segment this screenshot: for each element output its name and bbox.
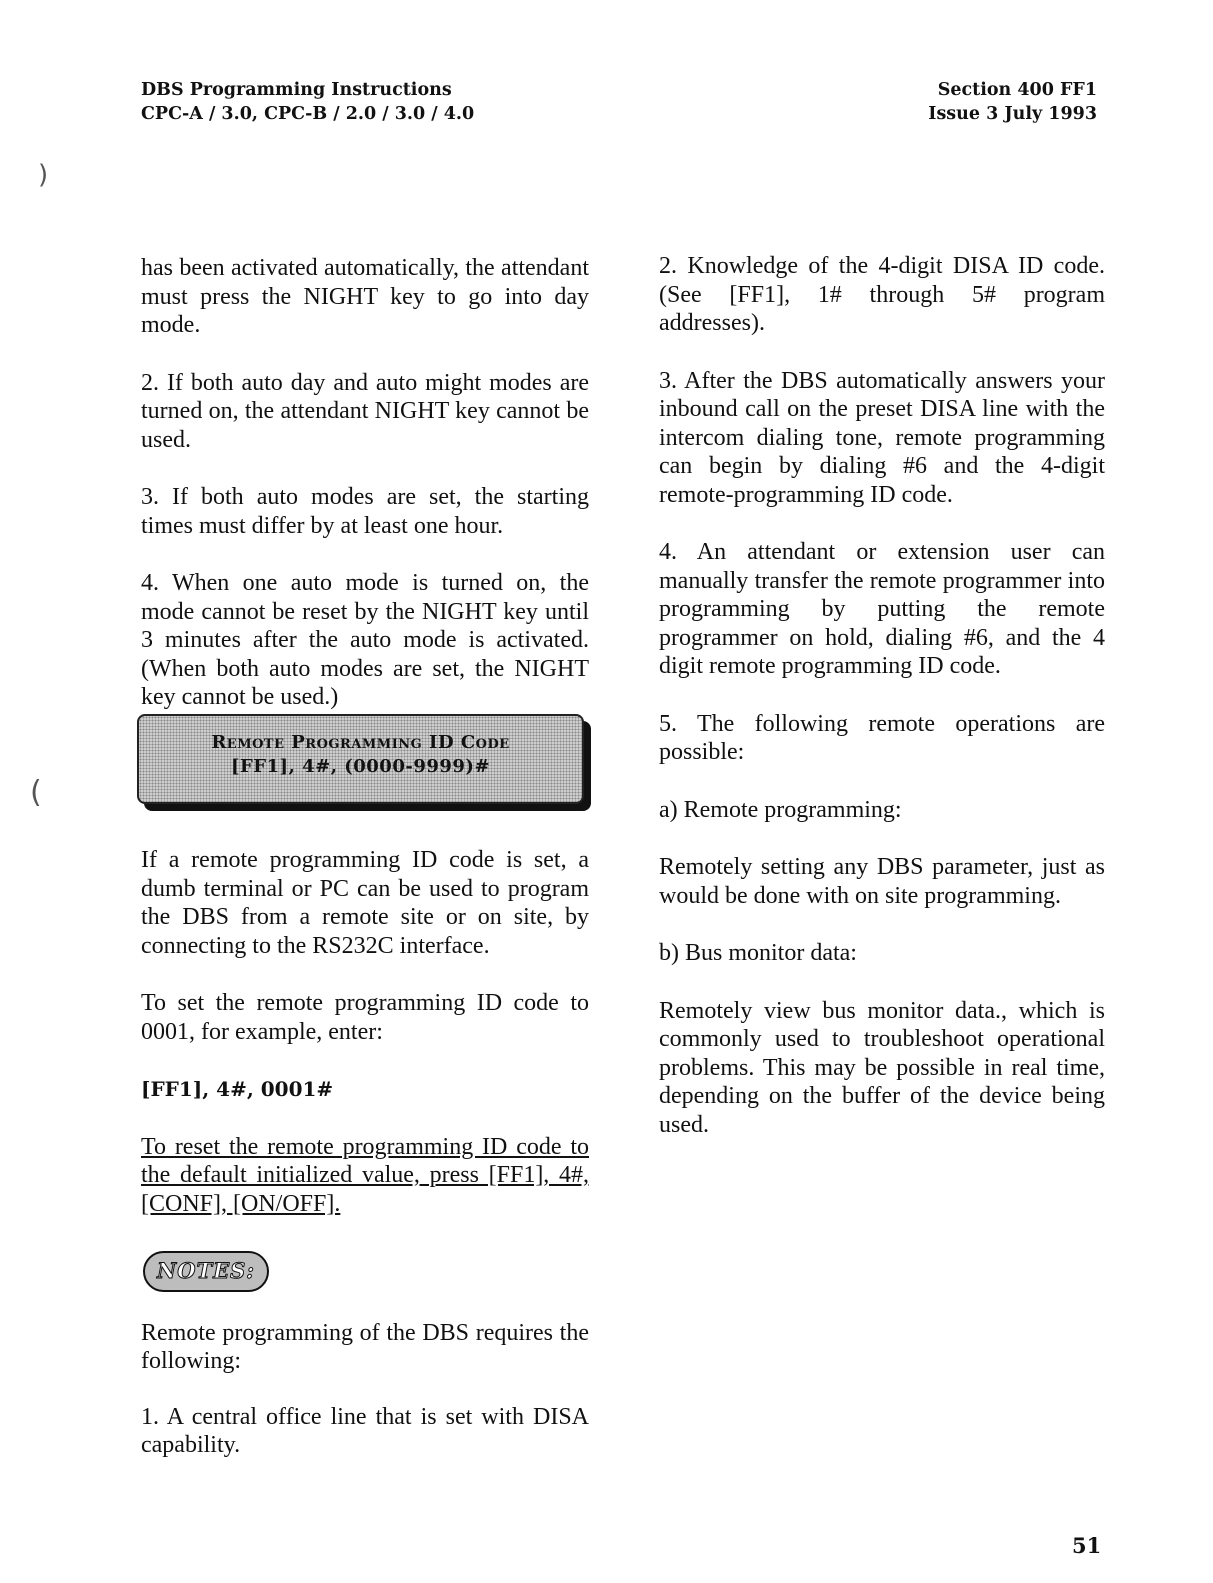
paragraph-item-3: 3. If both auto modes are set, the starting times must differ by at least one hour. bbox=[141, 484, 589, 539]
header-section: Section 400 FF1 bbox=[937, 80, 1097, 100]
paragraph-reset-instructions: To reset the remote programming ID code to the default initialized value, press [FF1], 4#, [CONF], [ON/OFF]. bbox=[141, 1133, 589, 1217]
scan-mark-middle: ( bbox=[30, 775, 42, 810]
paragraph-requirement-2: 2. Knowledge of the 4-digit DISA ID code. (See [FF1], 1# through 5# program addresses). bbox=[659, 253, 1105, 336]
paragraph-bus-monitor: Remotely view bus monitor data., which is commonly used to troubleshoot operational problems. This may be possible in real time, depending on the buffer of the device being used. bbox=[659, 997, 1105, 1138]
right-column bbox=[659, 252, 1105, 1139]
page-number: 51 bbox=[1072, 1533, 1102, 1558]
paragraph-continuation: has been activated automatically, the attendant must press the NIGHT key to go into day mode. bbox=[141, 255, 589, 338]
left-column-lower bbox=[141, 846, 589, 1460]
header-title: DBS Programming Instructions bbox=[141, 80, 452, 100]
scan-mark-top: ) bbox=[38, 160, 49, 190]
paragraph-requirement-1: 1. A central office line that is set with DISA capability. bbox=[141, 1403, 589, 1458]
paragraph-set-example: To set the remote programming ID code to 0001, for example, enter: bbox=[141, 990, 589, 1045]
paragraph-remote-intro: If a remote programming ID code is set, a dumb terminal or PC can be used to program the DBS from a remote site or on site, by connecting to the RS232C interface. bbox=[141, 847, 589, 959]
paragraph-requirement-3: 3. After the DBS automatically answers your inbound call on the preset DISA line with the intercom dialing tone, remote programming can begin by dialing #6 and the 4-digit remote-programming ID code. bbox=[659, 367, 1105, 508]
paragraph-requirement-4: 4. An attendant or extension user can manually transfer the remote programmer into programming by putting the remote programmer on hold, dialing #6, and the 4 digit remote programming ID code. bbox=[659, 539, 1105, 679]
subheading-bus-monitor: b) Bus monitor data: bbox=[659, 940, 857, 966]
command-example: [FF1], 4#, 0001# bbox=[141, 1077, 334, 1101]
running-header-right bbox=[928, 78, 1097, 126]
subheading-remote-programming: a) Remote programming: bbox=[659, 796, 902, 823]
paragraph-requirement-5: 5. The following remote operations are possible: bbox=[659, 710, 1105, 765]
box-code: [FF1], 4#, (0000-9999)# bbox=[230, 756, 491, 777]
box-title: Remote Programming ID Code bbox=[211, 732, 510, 753]
header-issue: Issue 3 July 1993 bbox=[928, 104, 1097, 124]
paragraph-requirements: Remote programming of the DBS requires the following: bbox=[141, 1319, 589, 1374]
program-code-box bbox=[137, 714, 584, 804]
paragraph-item-2: 2. If both auto day and auto might modes are turned on, the attendant NIGHT key cannot be used. bbox=[141, 369, 589, 453]
paragraph-item-4: 4. When one auto mode is turned on, the mode cannot be reset by the NIGHT key until 3 minutes after the auto mode is activated. (When both auto modes are set, the NIGHT key cannot be used.) bbox=[141, 570, 589, 710]
left-column bbox=[141, 254, 589, 712]
notes-label: NOTES: bbox=[143, 1251, 269, 1292]
running-header-left bbox=[141, 78, 474, 126]
header-versions: CPC-A / 3.0, CPC-B / 2.0 / 3.0 / 4.0 bbox=[141, 104, 475, 124]
paragraph-remote-programming: Remotely setting any DBS parameter, just as would be done with on site programming. bbox=[659, 854, 1105, 909]
